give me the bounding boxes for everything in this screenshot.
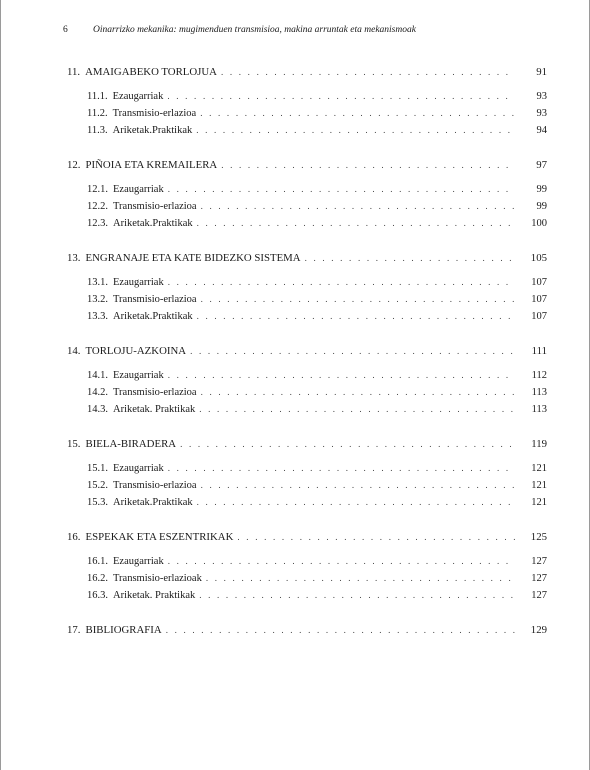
entry-number: 11. (67, 66, 81, 78)
entry-title: PIÑOIA ETA KREMAILERA (85, 159, 218, 171)
entry-number: 11.1. (87, 91, 108, 102)
entry-title: Ariketak.Praktikak (112, 125, 193, 136)
dot-leader (305, 249, 515, 268)
toc-chapter-entry[interactable] (67, 63, 547, 82)
running-header (63, 25, 533, 35)
dot-leader (201, 384, 515, 401)
entry-page-number: 99 (536, 201, 547, 212)
dot-leader (199, 401, 515, 418)
entry-page-number: 107 (531, 277, 547, 288)
entry-number: 11.3. (87, 125, 108, 136)
entry-page-number: 97 (536, 159, 547, 171)
entry-title: Ariketak.Praktikak (113, 218, 193, 229)
dot-leader (197, 215, 515, 232)
dot-leader (168, 553, 515, 570)
entry-number: 14.2. (87, 387, 108, 398)
page-edge-left (0, 0, 1, 770)
entry-title: ENGRANAJE ETA KATE BIDEZKO SISTEMA (85, 252, 301, 264)
entry-title: Ezaugarriak (113, 277, 164, 288)
dot-leader (221, 63, 515, 82)
dot-leader (201, 291, 515, 308)
entry-title: Ezaugarriak (112, 91, 164, 102)
dot-leader (190, 342, 515, 361)
entry-page-number: 111 (531, 345, 547, 357)
entry-title: Ariketak. Praktikak (113, 590, 196, 601)
entry-title: Transmisio-erlazioa (113, 480, 197, 491)
entry-page-number: 113 (531, 404, 547, 415)
entry-number: 15.3. (87, 497, 108, 508)
dot-leader (168, 460, 515, 477)
entry-number: 15.1. (87, 463, 108, 474)
entry-number: 16.2. (87, 573, 108, 584)
header-page-number: 6 (63, 25, 68, 35)
entry-number: 14.1. (87, 370, 108, 381)
entry-page-number: 105 (530, 252, 547, 264)
dot-leader (199, 587, 515, 604)
entry-title: TORLOJU-AZKOINA (85, 345, 187, 357)
entry-number: 12.1. (87, 184, 108, 195)
entry-title: Ezaugarriak (113, 370, 164, 381)
dot-leader (221, 156, 515, 175)
entry-title: Transmisio-erlazioa (113, 294, 197, 305)
toc-section-entry[interactable] (67, 105, 547, 122)
toc-section-entry[interactable] (67, 587, 547, 604)
dot-leader (237, 528, 515, 547)
entry-number: 13. (67, 252, 81, 264)
toc-section-entry[interactable] (67, 570, 547, 587)
toc-chapter-block (67, 528, 547, 604)
entry-page-number: 113 (531, 387, 547, 398)
toc-section-entry[interactable] (67, 215, 547, 232)
entry-page-number: 127 (531, 556, 547, 567)
dot-leader (197, 308, 515, 325)
entry-number: 12. (67, 159, 81, 171)
dot-leader (196, 122, 515, 139)
toc-chapter-block (67, 342, 547, 418)
entry-number: 13.3. (87, 311, 108, 322)
toc-chapter-entry[interactable] (67, 342, 547, 361)
toc-chapter-entry[interactable] (67, 621, 547, 640)
entry-page-number: 99 (536, 184, 547, 195)
toc-section-entry[interactable] (67, 401, 547, 418)
entry-title: Ezaugarriak (113, 184, 164, 195)
entry-number: 15.2. (87, 480, 108, 491)
entry-number: 14. (67, 345, 81, 357)
entry-title: ESPEKAK ETA ESZENTRIKAK (85, 531, 234, 543)
entry-page-number: 100 (531, 218, 547, 229)
toc-section-entry[interactable] (67, 494, 547, 511)
dot-leader (206, 570, 515, 587)
entry-page-number: 127 (531, 573, 547, 584)
toc-chapter-block (67, 621, 547, 640)
toc-chapter-block (67, 63, 547, 139)
entry-page-number: 112 (531, 370, 547, 381)
dot-leader (197, 494, 515, 511)
table-of-contents (67, 63, 547, 657)
entry-number: 16. (67, 531, 81, 543)
entry-page-number: 129 (530, 624, 547, 636)
entry-number: 13.2. (87, 294, 108, 305)
dot-leader (168, 181, 515, 198)
entry-page-number: 127 (531, 590, 547, 601)
toc-section-entry[interactable] (67, 181, 547, 198)
toc-chapter-block (67, 249, 547, 325)
toc-section-entry[interactable] (67, 308, 547, 325)
toc-chapter-block (67, 156, 547, 232)
entry-page-number: 121 (531, 480, 547, 491)
dot-leader (168, 367, 515, 384)
entry-page-number: 119 (531, 438, 547, 450)
entry-number: 12.2. (87, 201, 108, 212)
entry-title: Ariketak. Praktikak (113, 404, 196, 415)
entry-number: 16.3. (87, 590, 108, 601)
toc-section-entry[interactable] (67, 477, 547, 494)
entry-number: 11.2. (87, 108, 108, 119)
entry-page-number: 121 (531, 497, 547, 508)
entry-number: 12.3. (87, 218, 108, 229)
dot-leader (168, 274, 515, 291)
entry-page-number: 91 (536, 66, 547, 78)
toc-section-entry[interactable] (67, 460, 547, 477)
dot-leader (200, 105, 515, 122)
entry-page-number: 107 (531, 294, 547, 305)
dot-leader (201, 477, 515, 494)
entry-title: Ezaugarriak (113, 556, 164, 567)
entry-title: Transmisio-erlazioa (112, 108, 197, 119)
entry-page-number: 125 (530, 531, 547, 543)
toc-section-entry[interactable] (67, 553, 547, 570)
entry-title: Transmisio-erlazioa (113, 201, 197, 212)
entry-title: BIBLIOGRAFIA (85, 624, 162, 636)
entry-number: 17. (67, 624, 81, 636)
dot-leader (201, 198, 515, 215)
entry-page-number: 94 (536, 125, 547, 136)
entry-page-number: 93 (536, 91, 547, 102)
entry-page-number: 107 (531, 311, 547, 322)
entry-title: Ariketak.Praktikak (113, 497, 193, 508)
toc-chapter-block (67, 435, 547, 511)
entry-title: Transmisio-erlazioa (113, 387, 197, 398)
toc-section-entry[interactable] (67, 291, 547, 308)
entry-number: 13.1. (87, 277, 108, 288)
entry-number: 15. (67, 438, 81, 450)
toc-section-entry[interactable] (67, 198, 547, 215)
entry-number: 14.3. (87, 404, 108, 415)
entry-title: BIELA-BIRADERA (85, 438, 177, 450)
toc-section-entry[interactable] (67, 274, 547, 291)
header-running-title: Oinarrizko mekanika: mugimenduen transmisioa, makina arruntak eta mekanismoak (93, 25, 416, 35)
dot-leader (167, 88, 515, 105)
entry-page-number: 93 (536, 108, 547, 119)
entry-number: 16.1. (87, 556, 108, 567)
toc-section-entry[interactable] (67, 88, 547, 105)
entry-title: Ezaugarriak (113, 463, 164, 474)
toc-chapter-entry[interactable] (67, 156, 547, 175)
toc-section-entry[interactable] (67, 122, 547, 139)
toc-chapter-entry[interactable] (67, 249, 547, 268)
entry-title: Ariketak.Praktikak (113, 311, 193, 322)
entry-page-number: 121 (531, 463, 547, 474)
toc-section-entry[interactable] (67, 367, 547, 384)
toc-chapter-entry[interactable] (67, 528, 547, 547)
toc-chapter-entry[interactable] (67, 435, 547, 454)
entry-title: Transmisio-erlazioak (113, 573, 202, 584)
dot-leader (166, 621, 515, 640)
entry-title: AMAIGABEKO TORLOJUA (85, 66, 217, 78)
dot-leader (180, 435, 515, 454)
toc-section-entry[interactable] (67, 384, 547, 401)
